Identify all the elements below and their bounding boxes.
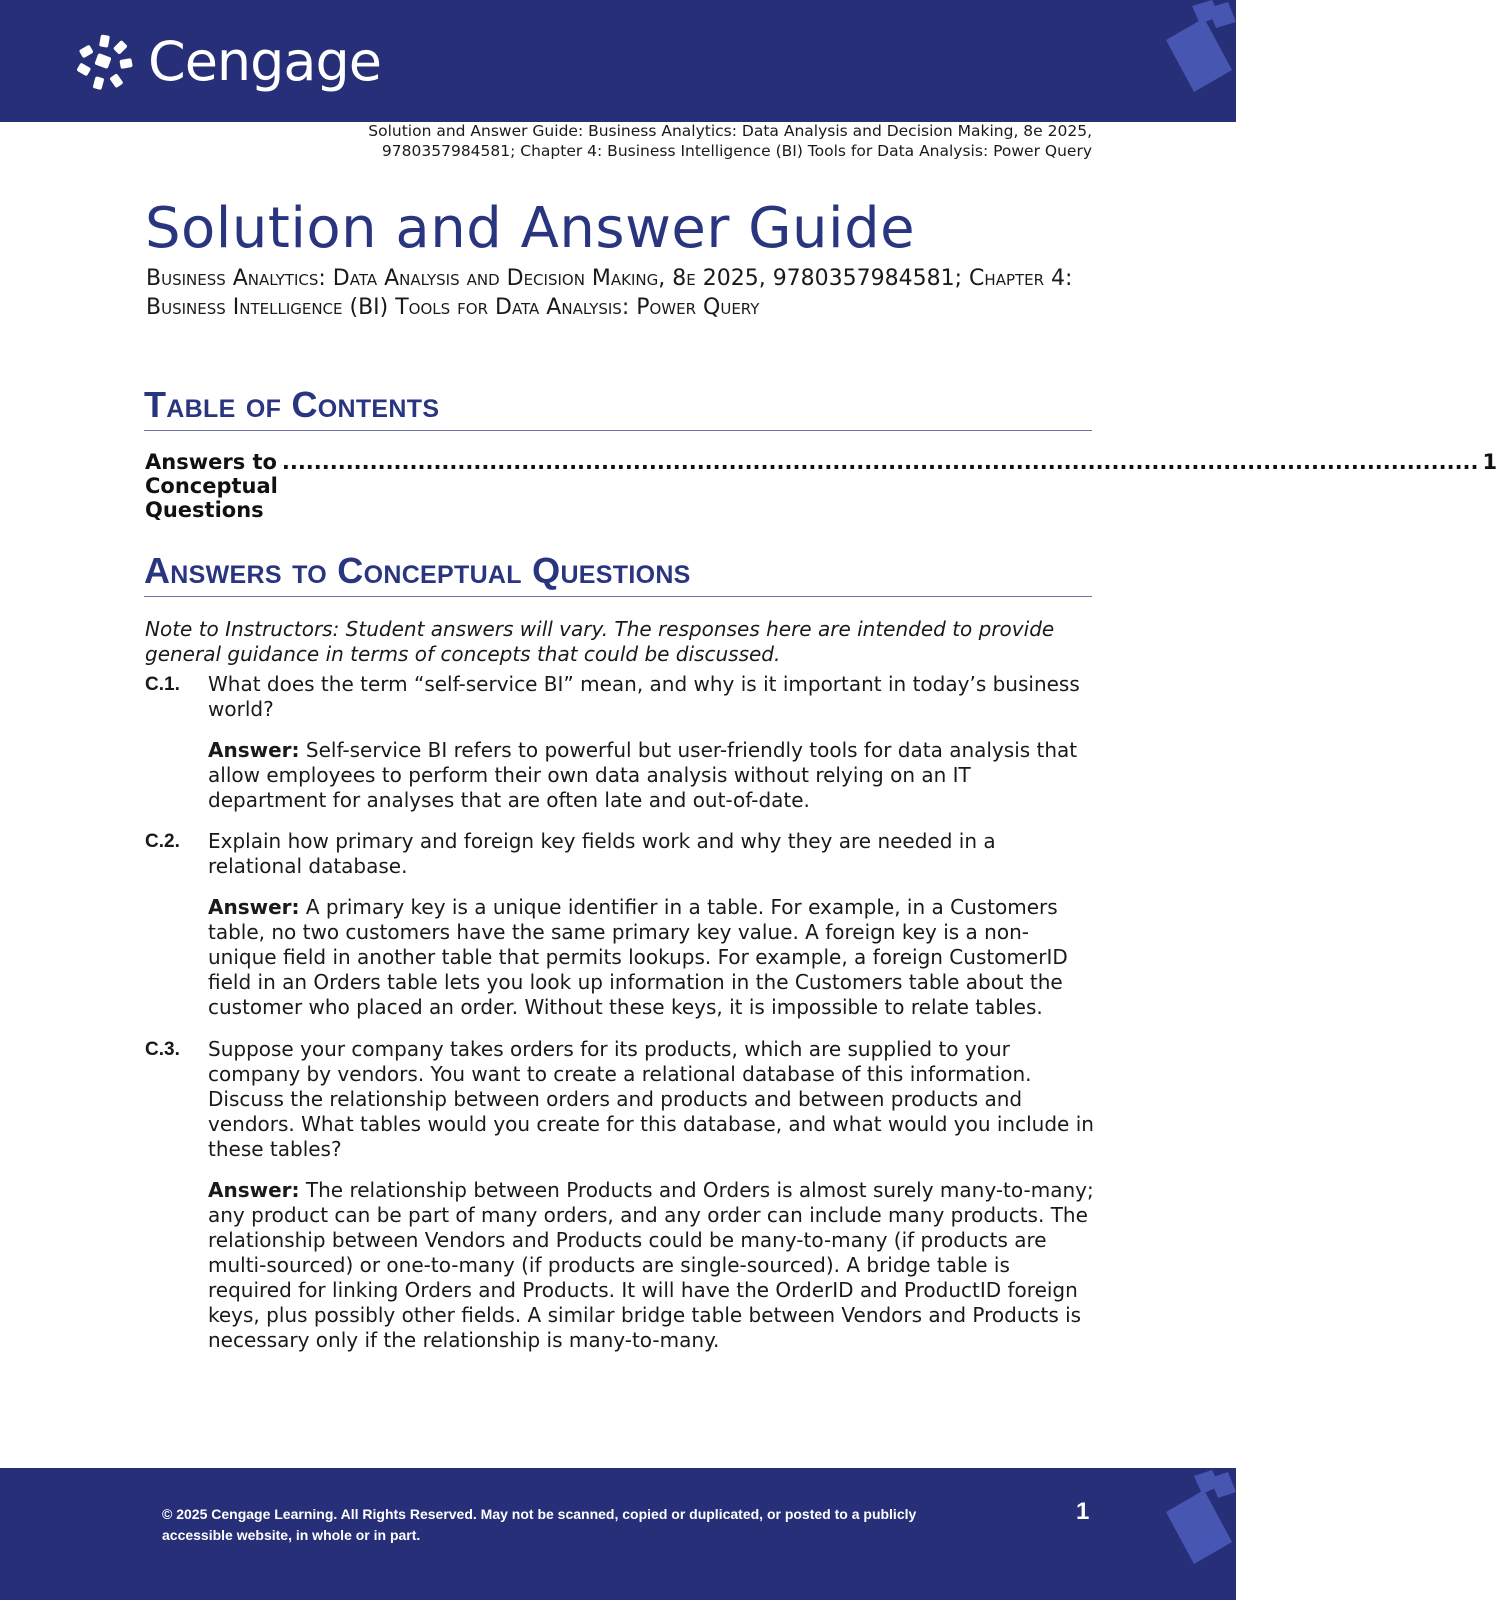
toc-entry-page: 1 bbox=[1482, 450, 1497, 474]
question-text: Explain how primary and foreign key fields work and why they are needed in a relational database. bbox=[208, 829, 996, 878]
answer-body: Self-service BI refers to powerful but user-friendly tools for data analysis that allow employees to perform their own data analysis without relying on an IT department for analyses that are often late and out-of-date. bbox=[208, 738, 1078, 812]
question-block bbox=[145, 1037, 1095, 1353]
toc-heading: Table of Contents bbox=[144, 384, 1092, 431]
question-text: Suppose your company takes orders for its products, which are supplied to your company by vendors. You want to create a relational database of this information. Discuss the relationship between orders and products and between products and vendors. What tables would you create for this database, and what would you include in these tables? bbox=[208, 1037, 1094, 1161]
running-head-line-1: Solution and Answer Guide: Business Analytics: Data Analysis and Decision Making, 8e 2025, bbox=[368, 122, 1092, 140]
answer-body: A primary key is a unique identifier in a table. For example, in a Customers table, no two customers have the same primary key value. A foreign key is a non-unique field in another table that permits lookups. For example, a foreign CustomerID field in an Orders table lets you look up information in the Customers table about the customer who placed an order. Without these keys, it is impossible to relate tables. bbox=[208, 895, 1068, 1019]
answer-text bbox=[208, 1178, 1095, 1353]
running-head-line-2: 9780357984581; Chapter 4: Business Intelligence (BI) Tools for Data Analysis: Power Query bbox=[381, 142, 1092, 160]
question-text: What does the term “self-service BI” mean, and why is it important in today’s business world? bbox=[208, 672, 1080, 721]
cengage-burst-icon bbox=[74, 33, 136, 91]
header-band bbox=[0, 0, 1236, 122]
footer-band bbox=[0, 1468, 1236, 1600]
copyright-notice: © 2025 Cengage Learning. All Rights Reserved. May not be scanned, copied or duplicated, or posted to a publicly accessible website, in whole or in part. bbox=[162, 1506, 917, 1543]
running-head bbox=[300, 121, 1092, 161]
answer-label: Answer: bbox=[208, 895, 300, 919]
answer-body: The relationship between Products and Orders is almost surely many-to-many; any product can be part of many orders, and any order can include many products. The relationship between Vendors and Products could be many-to-many (if products are multi-sourced) or one-to-many (if products are single-sourced). A bridge table is required for linking Orders and Products. It will have the OrderID and ProductID foreign keys, plus possibly other fields. A similar bridge table between Vendors and Products is necessary only if the relationship is many-to-many. bbox=[208, 1178, 1094, 1352]
question-number: C.2. bbox=[145, 831, 180, 852]
section-heading: Answers to Conceptual Questions bbox=[144, 550, 1092, 597]
answer-text bbox=[208, 738, 1095, 813]
question-number: C.1. bbox=[145, 674, 180, 695]
brand-name: Cengage bbox=[148, 30, 382, 93]
toc-entry[interactable] bbox=[145, 450, 1497, 522]
answer-text bbox=[208, 895, 1095, 1020]
corner-decoration bbox=[1146, 1468, 1236, 1600]
document-title: Solution and Answer Guide bbox=[145, 196, 916, 261]
corner-decoration bbox=[1146, 0, 1236, 122]
question-block bbox=[145, 672, 1095, 813]
instructor-note: Note to Instructors: Student answers will vary. The responses here are intended to provide general guidance in terms of concepts that could be discussed. bbox=[145, 617, 1055, 666]
toc-entry-label: Answers to Conceptual Questions bbox=[145, 450, 278, 522]
cengage-logo bbox=[74, 32, 381, 92]
answer-label: Answer: bbox=[208, 738, 300, 762]
answer-label: Answer: bbox=[208, 1178, 300, 1202]
question-number: C.3. bbox=[145, 1039, 180, 1060]
question-block bbox=[145, 829, 1095, 1020]
document-subtitle: Business Analytics: Data Analysis and Decision Making, 8e 2025, 9780357984581; Chapter 4: Business Intelligence (BI) Tools for Data Analysis: Power Query bbox=[146, 266, 1073, 320]
toc-leader-dots: ...................................................................................................................................................... bbox=[281, 450, 1479, 474]
page-number: 1 bbox=[1076, 1498, 1090, 1525]
